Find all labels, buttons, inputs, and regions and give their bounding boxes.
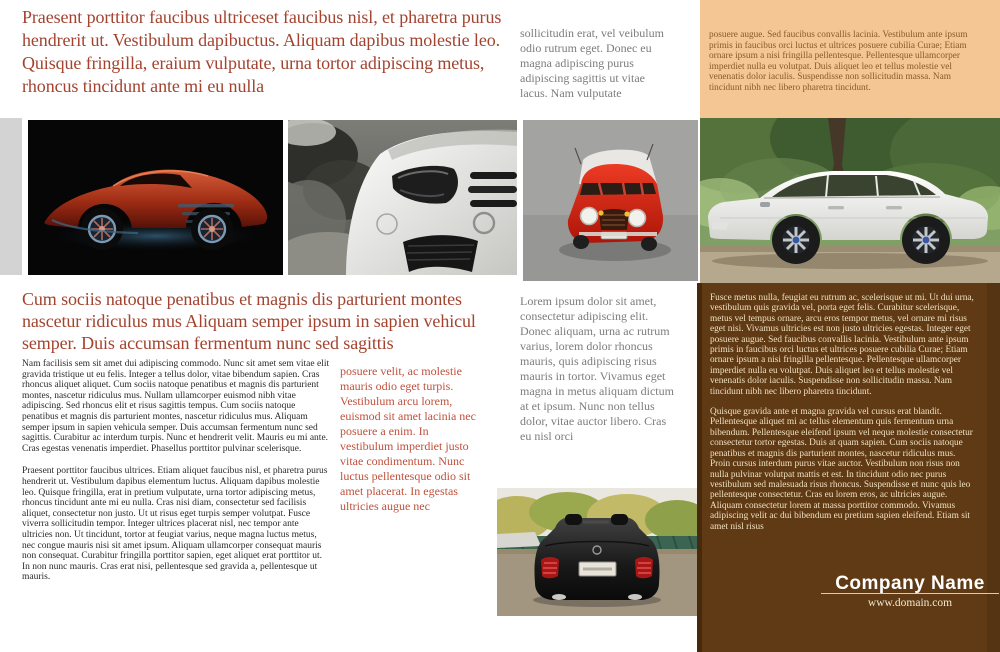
red-sports-car-illustration bbox=[28, 120, 283, 275]
sidebar-text bbox=[710, 293, 975, 542]
top-right-box: posuere augue. Sed faucibus convallis lacinia. Vestibulum ante ipsum primis in faucibus orci luctus et ultrices posuere cubilia Curae; Etiam ornare ipsum a nisi fringilla pellentesque. Pellentesque ullamcorper imperdiet nulla eu volutpat. Duis aliquet leo et tellus molestie vel venenatis dolor iaculis. Suspendisse non sollicitudin massa. Nam tincidunt nibh nec libero pharetra tincidunt. bbox=[700, 0, 1000, 118]
photo-red-mini-toy bbox=[523, 120, 698, 281]
left-accent-bar bbox=[0, 118, 22, 275]
sidebar-left-edge bbox=[697, 283, 702, 652]
left-body-paragraph-1: Nam facilisis sem sit amet dui adipiscing commodo. Nunc sit amet sem vitae elit gravida tristique ut eu felis. Integer a tellus dolor, vitae bibendum sapien. Cras rhoncus aliquet aliquet. Cum sociis natoque penatibus et magnis dis parturient montes, nascetur ridiculus mus. Nullam ullamcorper euismod nibh vitae adipiscing. Sed rhoncus elit et risus sagittis tempus. Cum sociis natoque penatibus et magnis dis parturient montes, nascetur ridiculus mus. Aliquam semper ipsum in sapien vehicula semper. Duis accumsan fermentum nunc sed sagittis. Curabitur ac interdum turpis. Nunc et hendrerit velit. Mauris eu mi ante. Cras egestas venenatis imperdiet. Phasellus porttitor pulvinar scelerisque. bbox=[22, 359, 330, 454]
red-mini-illustration bbox=[523, 120, 698, 281]
sidebar-panel bbox=[697, 283, 1000, 652]
left-body-paragraph-2: Praesent porttitor faucibus ultrices. Etiam aliquet faucibus nisl, et pharetra purus hendrerit ut. Vestibulum dapibus elementum luctus. Aliquam dapibus molestie leo. Quisque fringilla, erat in pretium vulputate, urna tortor adipiscing metus, rhoncus tincidunt ante mi eu nulla. Cras nisi diam, consectetur sed facilisis aliquet, consectetur non justo. Ut ut risus eget turpis semper volutpat. Fusce viverra sollicitudin tempor. Integer ultrices placerat nisl, nec tempor ante ultricies non. Ut tincidunt, tortor at feugiat varius, neque magna luctus metus, nec congue mauris nisi sit amet ipsum. Aliquam ullamcorper consequat mauris non consequat. Curabitur fringilla porttitor sapien, eget aliquet erat porttitor ut. In non nunc mauris. Cras erat nisi, pellentesque sed gravida a, pellentesque ut mauris. bbox=[22, 466, 328, 583]
accent-column: posuere velit, ac molestie mauris odio eget turpis. Vestibulum arcu lorem, euismod sit amet lacinia nec posuere a enim. In vestibulum imperdiet justo vitae condimentum. Nunc luctus pellentesque odio sit amet placerat. In egestas ultricies augue nec bbox=[340, 364, 476, 513]
middle-column: Lorem ipsum dolor sit amet, consectetur adipiscing elit. Donec aliquam, urna ac rutrum varius, lorem dolor rhoncus mauris, quis adipiscing risus mauris in tortor. Vivamus eget magna in metus aliquam dictum at et ipsum. Nunc non tellus dolor, vitae auctor libero. Cras eu nisl orci bbox=[520, 294, 674, 443]
sidebar-paragraph-1: Fusce metus nulla, feugiat eu rutrum ac, scelerisque ut mi. Ut dui urna, vestibulum quis gravida vel, porta eget felis. Curabitur scelerisque, metus vel tempus ornare, arcu eros tempor metus, vel ornare mi risus eget nisi. Vivamus ultricies est non justo ultricies egestas. Integer eget posuere augue. Sed faucibus convallis lacinia. Vestibulum ante ipsum primis in faucibus orci luctus et ultrices posuere cubilia Curae; Etiam ornare ipsum a nisi fringilla pellentesque. Pellentesque ullamcorper imperdiet nulla eu volutpat. Duis aliquet leo et tellus molestie vel venenatis dolor iaculis. Suspendisse non sollicitudin massa. Nam tincidunt nibh nec libero pharetra tincidunt. bbox=[710, 293, 974, 397]
left-body-column bbox=[22, 359, 330, 595]
black-convertible-illustration bbox=[497, 488, 697, 616]
company-website: www.domain.com bbox=[867, 597, 953, 610]
photo-white-sedan bbox=[700, 118, 1000, 283]
top-middle-column: sollicitudin erat, vel veibulum odio rutrum eget. Donec eu magna adipiscing purus adipiscing sagittis ut vitae lacus. Nam vulputate bbox=[520, 26, 664, 100]
photo-black-convertible bbox=[497, 488, 697, 616]
headline-primary: Praesent porttitor faucibus ultriceset faucibus nisl, et pharetra purus hendrerit ut. Vestibulum dapibuctus. Aliquam dapibus molestie leo. Quisque fringilla, eraium vulputate, urna tortor adipiscing metus, rhoncus tincidunt ante mi eu nulla bbox=[22, 7, 502, 96]
company-block bbox=[821, 573, 999, 610]
photo-bw-car-front bbox=[288, 120, 517, 275]
company-name: Company Name bbox=[835, 573, 985, 594]
headline-secondary: Cum sociis natoque penatibus et magnis dis parturient montes nascetur ridiculus mus Aliquam semper ipsum in sapien vehicul semper. Duis accumsan fermentum nunc sed sagittis bbox=[22, 289, 476, 353]
sidebar-paragraph-2: Quisque gravida ante et magna gravida vel cursus erat blandit. Pellentesque aliquet mi ac tellus elementum quis fermentum urna bibendum. Pellentesque eleifend ipsum vel neque molestie consectetur consectetur tortor egestas. Duis at quam sapien. Cum sociis natoque penatibus et magnis dis parturient montes, nascetur ridiculus mus. Proin cursus interdum purus vitae auctor. Vestibulum non risus non nulla pulvinar volutpat mattis et est. In tincidunt odio nec purus vestibulum sed malesuada risus rhoncus. Suspendisse et nunc quis leo pellentesque consectetur. Cras eu lorem eros, ac ultricies augue. Aliquam consectetur lorem at massa porttitor commodo. Vivamus adipiscing velit ac dui bibendum eu pretium sapien eleifend. Etiam sit amet nisl risus bbox=[710, 407, 973, 532]
white-sedan-illustration bbox=[700, 118, 1000, 283]
photo-red-sports-car bbox=[28, 120, 283, 275]
bw-car-front-illustration bbox=[288, 120, 517, 275]
